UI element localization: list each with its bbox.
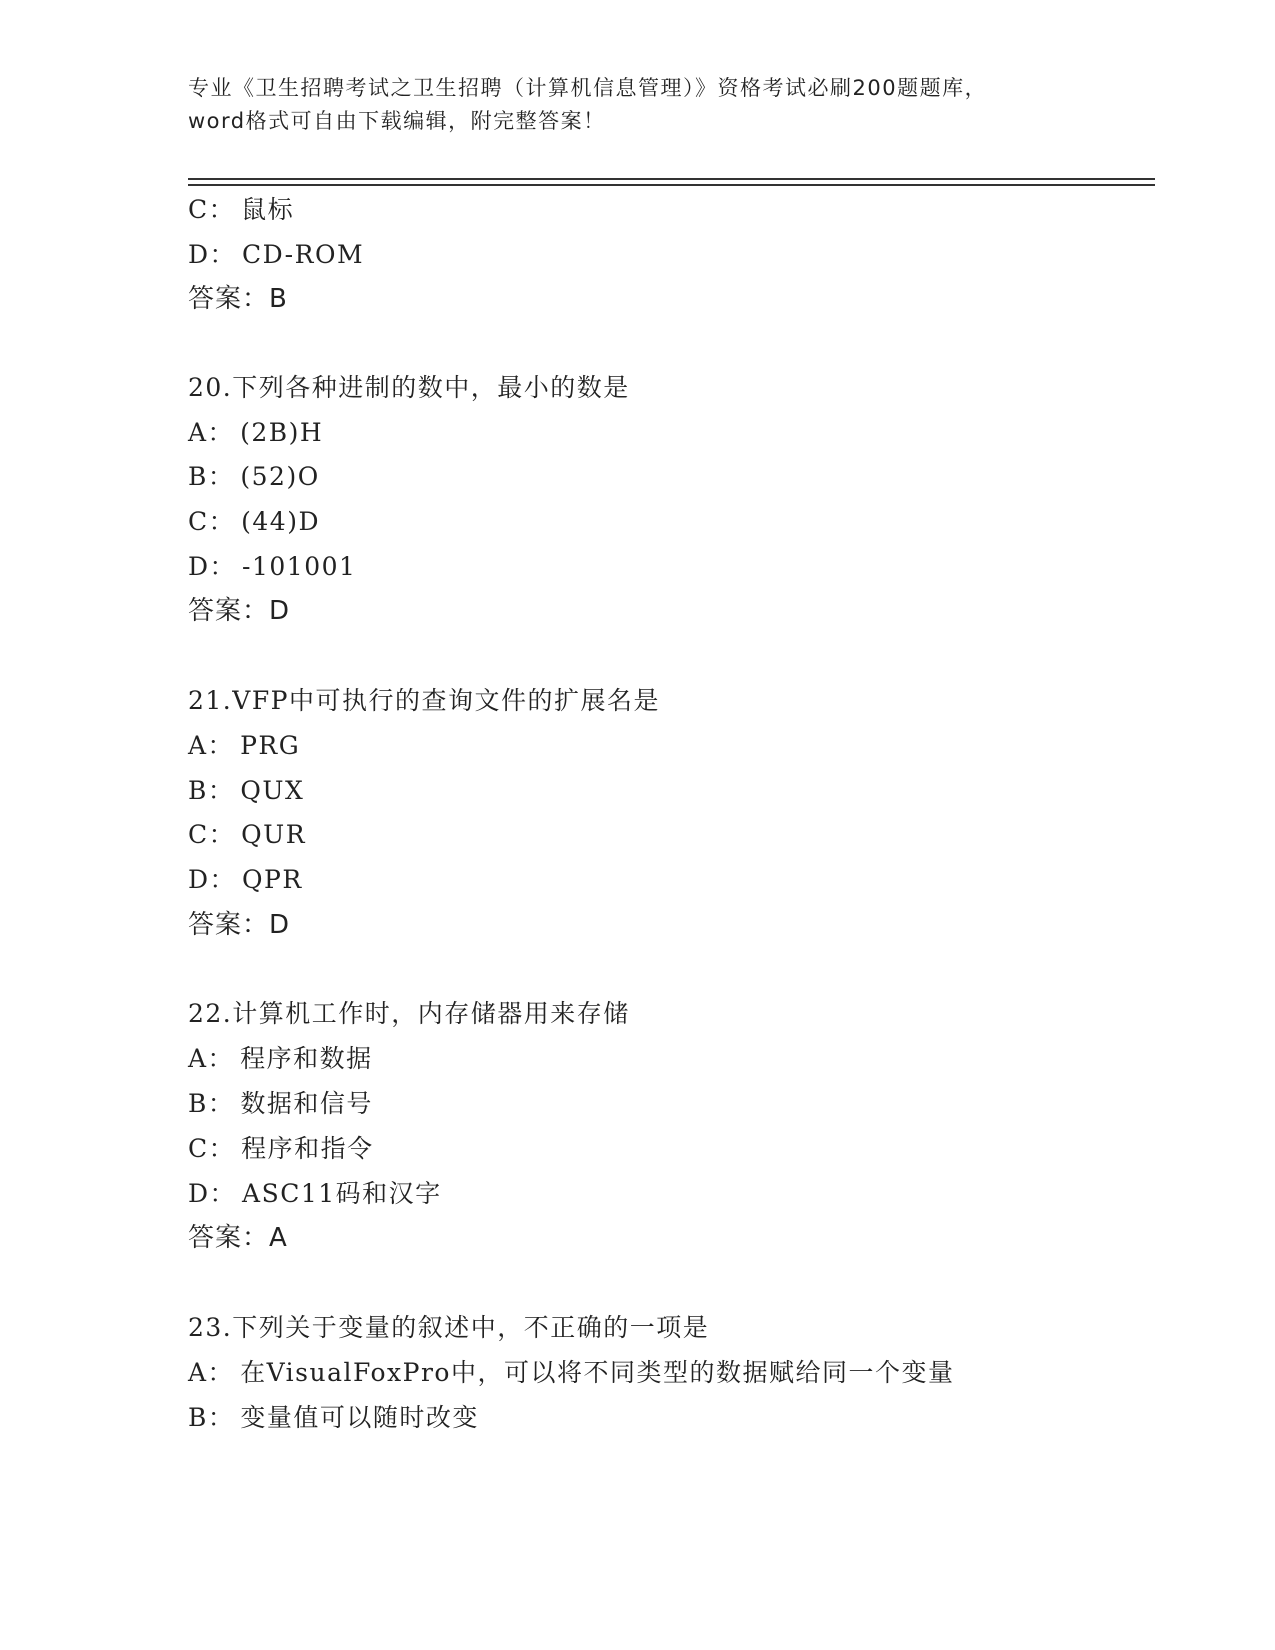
option-text: CD-ROM: [242, 240, 365, 269]
answer: 答案：A: [188, 1223, 288, 1253]
option-d: [188, 863, 303, 897]
option-c: [188, 818, 306, 852]
option-b: [188, 774, 304, 808]
option-text: QUR: [241, 820, 307, 849]
option-letter: D：: [188, 1179, 237, 1208]
option-d: [188, 1177, 442, 1211]
answer: 答案：B: [188, 284, 288, 314]
option-a: [188, 1042, 373, 1076]
option-letter: D：: [188, 552, 237, 581]
option-text: (2B)H: [240, 418, 324, 447]
option-text: (44)D: [241, 507, 321, 536]
header-divider-top: [188, 178, 1155, 180]
option-letter: C：: [188, 1134, 236, 1163]
option-letter: A：: [188, 731, 235, 760]
option-b: [188, 1087, 373, 1121]
option-text: PRG: [240, 731, 301, 760]
question-stem: 23.下列关于变量的叙述中，不正确的一项是: [188, 1313, 710, 1342]
option-letter: A：: [188, 1358, 235, 1387]
option-letter: B：: [188, 1089, 235, 1118]
option-letter: A：: [188, 418, 235, 447]
option-text: 程序和指令: [241, 1134, 374, 1163]
option-letter: C：: [188, 507, 236, 536]
option-b: [188, 1401, 479, 1435]
option-letter: B：: [188, 462, 235, 491]
option-a: [188, 1356, 954, 1390]
option-c: [188, 505, 320, 539]
option-text: 程序和数据: [240, 1044, 373, 1073]
option-text: QPR: [242, 865, 303, 894]
question-stem: 22.计算机工作时，内存储器用来存储: [188, 999, 630, 1028]
header-line-1: 专业《卫生招聘考试之卫生招聘（计算机信息管理）》资格考试必刷200题题库，: [188, 76, 988, 100]
option-text: 数据和信号: [240, 1089, 373, 1118]
option-letter: A：: [188, 1044, 235, 1073]
document-header: [188, 72, 1088, 138]
header-line-2: word格式可自由下载编辑，附完整答案！: [188, 109, 606, 133]
answer: 答案：D: [188, 596, 291, 626]
option-a: [188, 729, 300, 763]
option-letter: B：: [188, 776, 235, 805]
option-c: [188, 1132, 374, 1166]
answer: 答案：D: [188, 910, 291, 940]
option-text: 在VisualFoxPro中，可以将不同类型的数据赋给同一个变量: [240, 1358, 955, 1387]
option-text: 鼠标: [241, 195, 295, 224]
option-text: ASC11码和汉字: [242, 1179, 442, 1208]
option-letter: B：: [188, 1403, 235, 1432]
question-stem: 21.VFP中可执行的查询文件的扩展名是: [188, 686, 660, 715]
option-letter: C：: [188, 195, 236, 224]
option-text: 变量值可以随时改变: [240, 1403, 479, 1432]
header-divider-bottom: [188, 184, 1155, 186]
option-letter: D：: [188, 240, 237, 269]
option-letter: D：: [188, 865, 237, 894]
option-a: [188, 416, 323, 450]
option-text: -101001: [242, 552, 357, 581]
question-stem: 20.下列各种进制的数中，最小的数是: [188, 373, 630, 402]
option-text: (52)O: [240, 462, 320, 491]
option-d: [188, 238, 364, 272]
option-b: [188, 460, 320, 494]
option-letter: C：: [188, 820, 236, 849]
option-text: QUX: [240, 776, 305, 805]
option-d: [188, 550, 356, 584]
option-c: [188, 193, 294, 227]
